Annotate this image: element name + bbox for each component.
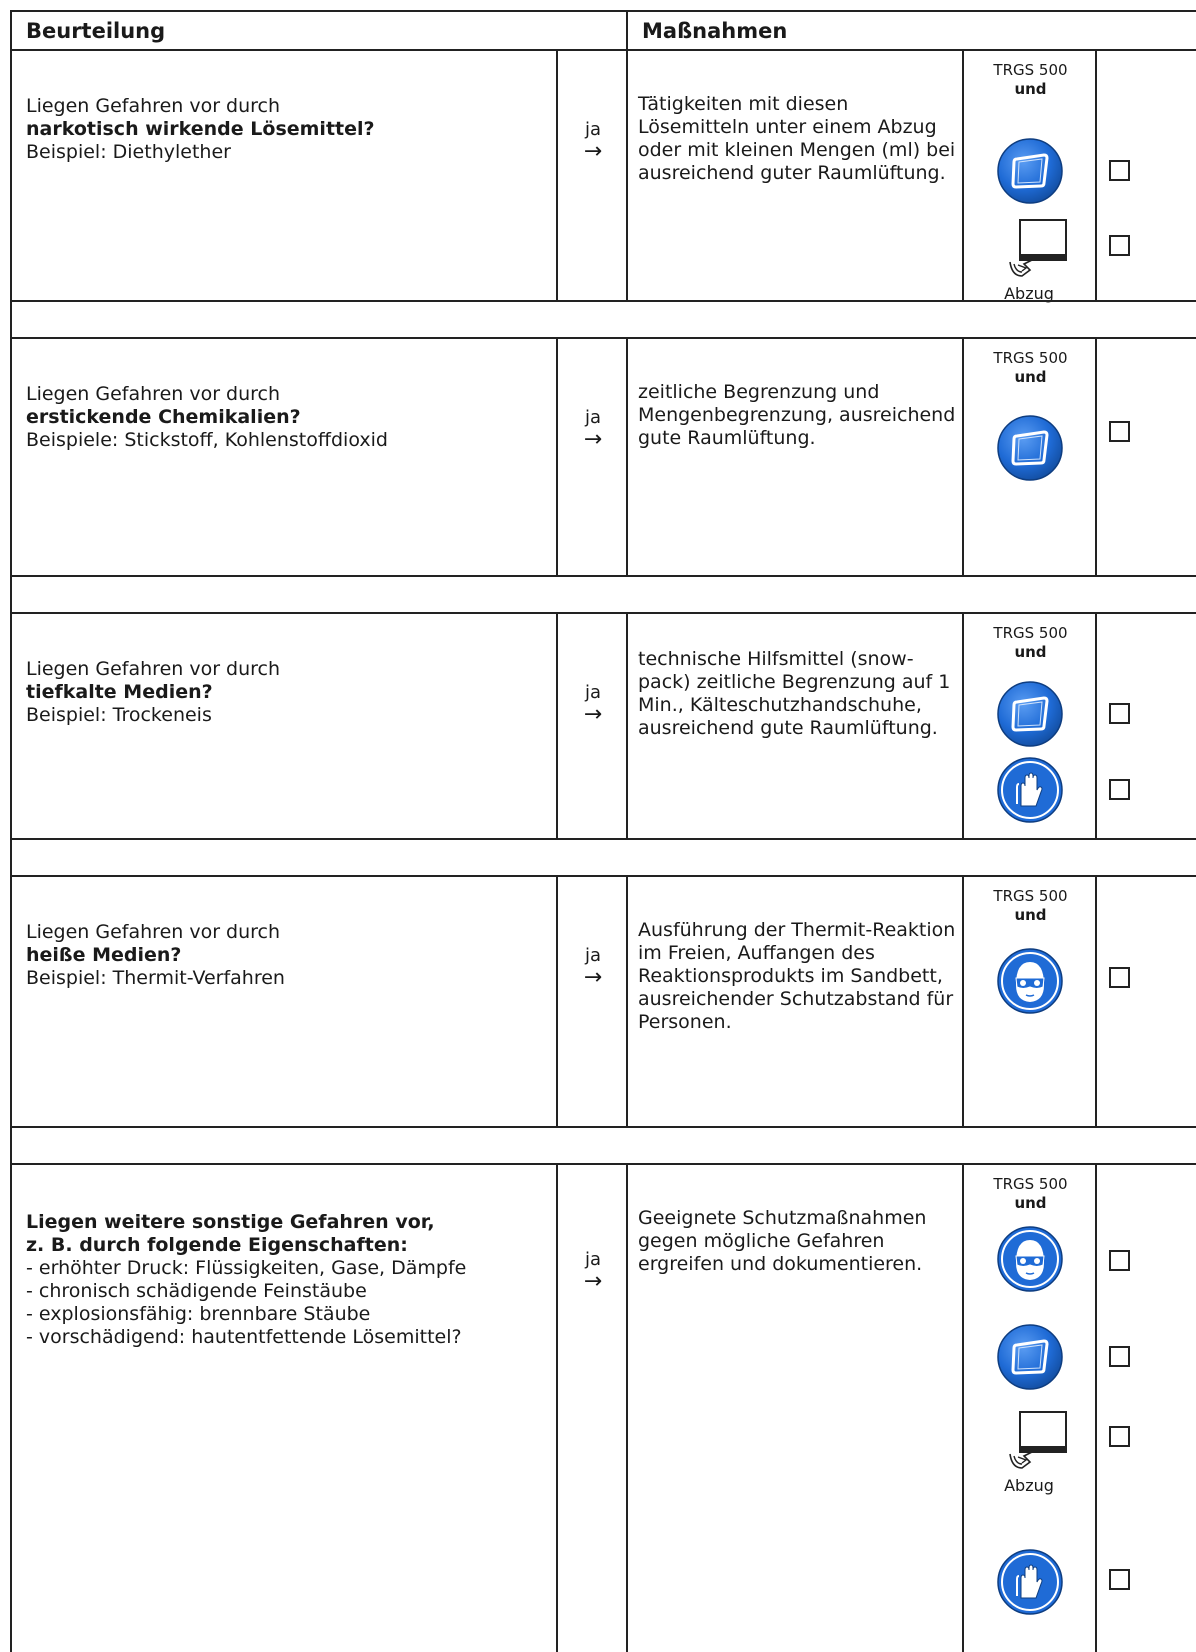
icon-cell: [964, 614, 1097, 838]
trgs-text: TRGS 500: [993, 624, 1068, 642]
yes-arrow-cell: [558, 877, 628, 1126]
section-divider: [12, 838, 1196, 877]
hazard-section-narcotic: [12, 51, 1196, 303]
arrow-right-icon: →: [583, 1269, 603, 1294]
measure-cell: [628, 877, 964, 1126]
arrow-right-icon: →: [583, 427, 603, 452]
section-divider: [12, 1126, 1196, 1165]
checkbox-gloves[interactable]: [1109, 779, 1130, 800]
und-text: und: [1014, 80, 1047, 98]
question-text: [26, 383, 546, 452]
checkbox-cell: [1097, 877, 1196, 1126]
face-shield-icon: [996, 1225, 1064, 1293]
yes-text: ja: [584, 119, 602, 140]
section-divider: [12, 300, 1196, 339]
checkbox-cell: [1097, 339, 1196, 575]
question-cell: [12, 339, 558, 575]
yes-label: [558, 119, 628, 163]
yes-arrow-cell: [558, 51, 628, 300]
arrow-right-icon: →: [583, 965, 603, 990]
question-hazard: erstickende Chemikalien?: [26, 406, 301, 428]
yes-arrow-cell: [558, 614, 628, 838]
hazard-section-hot-media: [12, 877, 1196, 1126]
gloves-icon: [996, 756, 1064, 824]
hazard-section-cryogenic: [12, 614, 1196, 838]
header-beurteilung: Beurteilung: [12, 12, 628, 51]
yes-label: [558, 407, 628, 451]
question-heading-line2: z. B. durch folgende Eigenschaften:: [26, 1234, 408, 1256]
checkbox-cell: [1097, 614, 1196, 838]
trgs-text: TRGS 500: [993, 349, 1068, 367]
yes-arrow-cell: [558, 339, 628, 575]
header-massnahmen: Maßnahmen: [628, 12, 1196, 51]
question-heading-line1: Liegen weitere sonstige Gefahren vor,: [26, 1211, 435, 1233]
measure-cell: [628, 339, 964, 575]
hazard-section-asphyxiant: [12, 339, 1196, 575]
question-text: [26, 658, 546, 727]
measure-cell: [628, 1165, 964, 1652]
trgs-text: TRGS 500: [993, 61, 1068, 79]
property-list: [26, 1257, 546, 1349]
yes-label: [558, 1249, 628, 1293]
checkbox-fume-hood[interactable]: [1109, 1426, 1130, 1447]
question-intro: Liegen Gefahren vor durch: [26, 383, 281, 405]
checkbox-cell: [1097, 51, 1196, 300]
measure-text: technische Hilfsmittel (snow-pack) zeitliche Begrenzung auf 1 Min., Kälteschutzhandschuhe, ausreichend gute Raumlüftung.: [638, 648, 951, 739]
face-shield-icon: [996, 947, 1064, 1015]
yes-label: [558, 945, 628, 989]
question-example: Beispiel: Trockeneis: [26, 704, 212, 726]
question-hazard: heiße Medien?: [26, 944, 182, 966]
measure-cell: [628, 51, 964, 300]
eye-protection-goggles-icon: [996, 137, 1064, 205]
measure-text: Ausführung der Thermit-Reaktion im Freien, Auffangen des Reaktionsprodukts im Sandbett, ausreichender Schutzabstand für Personen.: [638, 919, 956, 1033]
question-cell: [12, 1165, 558, 1652]
list-item: - erhöhter Druck: Flüssigkeiten, Gase, Dämpfe: [26, 1257, 467, 1279]
yes-text: ja: [584, 945, 602, 966]
gloves-icon: [996, 1548, 1064, 1616]
list-item: - explosionsfähig: brennbare Stäube: [26, 1303, 371, 1325]
question-text: [26, 921, 546, 990]
question-hazard: narkotisch wirkende Lösemittel?: [26, 118, 375, 140]
question-text: [26, 95, 546, 164]
trgs-text: TRGS 500: [993, 887, 1068, 905]
section-divider: [12, 575, 1196, 614]
question-example: Beispiele: Stickstoff, Kohlenstoffdioxid: [26, 429, 388, 451]
hazard-section-other: [12, 1165, 1196, 1652]
yes-text: ja: [584, 407, 602, 428]
measure-text: Geeignete Schutzmaßnahmen gegen mögliche Gefahren ergreifen und dokumentieren.: [638, 1207, 927, 1275]
checkbox-goggles[interactable]: [1109, 160, 1130, 181]
checkbox-goggles[interactable]: [1109, 703, 1130, 724]
measure-cell: [628, 614, 964, 838]
abzug-label: Abzug: [1004, 1476, 1054, 1495]
fume-hood-icon: [1006, 218, 1076, 308]
eye-protection-goggles-icon: [996, 414, 1064, 482]
checkbox-goggles[interactable]: [1109, 1346, 1130, 1367]
trgs-label: [964, 61, 1097, 99]
question-example: Beispiel: Thermit-Verfahren: [26, 967, 285, 989]
und-text: und: [1014, 368, 1047, 386]
measure-text: zeitliche Begrenzung und Mengenbegrenzung, ausreichend gute Raumlüftung.: [638, 381, 956, 449]
trgs-label: [964, 624, 1097, 662]
arrow-right-icon: →: [583, 702, 603, 727]
icon-cell: [964, 51, 1097, 303]
yes-label: [558, 682, 628, 726]
yes-text: ja: [584, 682, 602, 703]
eye-protection-goggles-icon: [996, 680, 1064, 748]
checkbox-cell: [1097, 1165, 1196, 1652]
question-example: Beispiel: Diethylether: [26, 141, 231, 163]
yes-arrow-cell: [558, 1165, 628, 1652]
trgs-label: [964, 887, 1097, 925]
arrow-right-icon: →: [583, 139, 603, 164]
trgs-label: [964, 1175, 1097, 1213]
trgs-text: TRGS 500: [993, 1175, 1068, 1193]
question-intro: Liegen Gefahren vor durch: [26, 658, 281, 680]
assessment-table: [10, 10, 1196, 1652]
und-text: und: [1014, 906, 1047, 924]
measure-text: Tätigkeiten mit diesen Lösemitteln unter einem Abzug oder mit kleinen Mengen (ml) bei ausreichend guter Raumlüftung.: [638, 93, 956, 184]
checkbox-goggles[interactable]: [1109, 421, 1130, 442]
list-item: - chronisch schädigende Feinstäube: [26, 1280, 367, 1302]
list-item: - vorschädigend: hautentfettende Lösemittel?: [26, 1326, 462, 1348]
checkbox-face-shield[interactable]: [1109, 1250, 1130, 1271]
question-intro: Liegen Gefahren vor durch: [26, 921, 281, 943]
abzug-label: Abzug: [1004, 284, 1054, 303]
icon-cell: [964, 339, 1097, 575]
yes-text: ja: [584, 1249, 602, 1270]
question-text: [26, 1211, 546, 1349]
icon-cell: [964, 877, 1097, 1126]
question-intro: Liegen Gefahren vor durch: [26, 95, 281, 117]
checkbox-gloves[interactable]: [1109, 1569, 1130, 1590]
question-cell: [12, 877, 558, 1126]
und-text: und: [1014, 1194, 1047, 1212]
question-cell: [12, 51, 558, 300]
eye-protection-goggles-icon: [996, 1323, 1064, 1391]
fume-hood-icon: [1006, 1410, 1076, 1500]
question-hazard: tiefkalte Medien?: [26, 681, 213, 703]
checkbox-fume-hood[interactable]: [1109, 235, 1130, 256]
checkbox-face-shield[interactable]: [1109, 967, 1130, 988]
trgs-label: [964, 349, 1097, 387]
question-cell: [12, 614, 558, 838]
und-text: und: [1014, 643, 1047, 661]
icon-cell: [964, 1165, 1097, 1652]
